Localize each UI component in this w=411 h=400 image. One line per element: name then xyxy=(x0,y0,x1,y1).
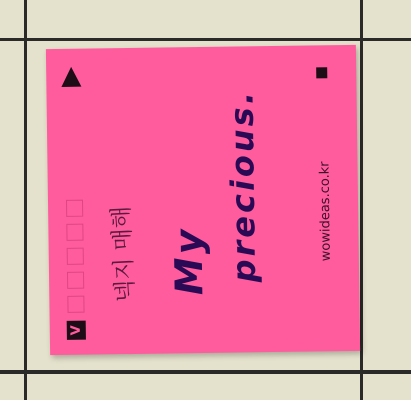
checked-checkbox: V xyxy=(67,321,86,340)
empty-checkbox xyxy=(67,248,84,265)
handwriting-my: My xyxy=(166,226,212,296)
empty-checkbox xyxy=(67,296,84,313)
handwriting-precious: precious. xyxy=(222,88,264,283)
grid-line-vertical xyxy=(24,0,27,400)
empty-checkbox xyxy=(67,272,84,289)
brand-url: wowideas.co.kr xyxy=(317,161,334,262)
square-marker-icon xyxy=(316,67,327,78)
sticky-note-content xyxy=(46,45,360,355)
empty-checkbox xyxy=(66,224,83,241)
sticky-note xyxy=(46,45,360,355)
triangle-marker-icon xyxy=(61,67,81,87)
grid-line-vertical xyxy=(360,0,363,400)
empty-checkbox xyxy=(66,200,83,217)
handwriting-korean: 넥지 매해 xyxy=(108,205,140,303)
grid-line-horizontal xyxy=(0,38,411,41)
grid-line-horizontal xyxy=(0,370,411,374)
